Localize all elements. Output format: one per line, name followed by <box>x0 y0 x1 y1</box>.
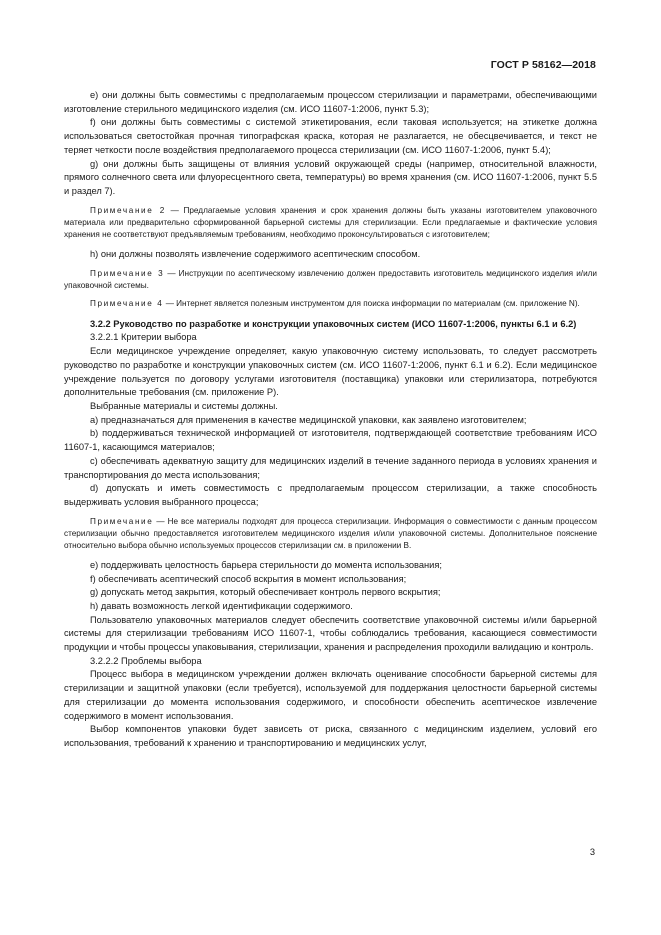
note-label: Примечание 3 <box>90 268 165 278</box>
body-paragraph: h) давать возможность легкой идентификации содержимого. <box>90 600 353 611</box>
note-text: — Интернет является полезным инструментом для поиска информации по материалам (см. приложение N). <box>163 299 580 309</box>
body-paragraph: Пользователю упаковочных материалов следует обеспечить соответствие упаковочной системы и/или барьерной системы для стерилизации требованиям ИСО 11607-1, чтобы соблюдались требования, касающиеся совместимости продукции и чтобы процессы упаковывания, стерилизации, хранения и распределения проходили валидацию и контроль. <box>64 614 597 653</box>
body-paragraph: f) обеспечивать асептический способ вскрытия в момент использования; <box>90 573 407 584</box>
note-text: — Предлагаемые условия хранения и срок хранения должны быть указаны изготовителем упаковочного материала или предварительно сформированной барьерной системы для стерилизации. Если предлагаемые и фактические условия хранения не соответствуют предъявляемым требованиям, необходимо проконсультироваться с изготовителем; <box>64 205 597 240</box>
body-paragraph: c) обеспечивать адекватную защиту для медицинских изделий в течение заданного периода в условиях хранения и транспортирования до места использования; <box>64 455 597 480</box>
note-text: — Не все материалы подходят для процесса стерилизации. Информация о совместимости с данным процессом стерилизации обычно предоставляется изготовителем медицинского изделия и/или упаковочной системы. Дополнительное пояснение относительно выбора обычно используемых процессов стерилизации см. в приложении В. <box>64 516 597 551</box>
body-paragraph: g) допускать метод закрытия, который обеспечивает контроль первого вскрытия; <box>90 587 441 598</box>
body-paragraph: f) они должны быть совместимы с системой этикетирования, если таковая используется; на этикетке должна использоваться светостойкая прочная типографская краска, которая не разлагается, не обесцвечивается, и текст не теряет четкости после воздействия предполагаемого процесса стерилизации (см. ИСО 11607-1:2006, пункт 5.4); <box>64 117 597 155</box>
page-number: 3 <box>589 847 595 857</box>
note-paragraph <box>64 516 597 553</box>
body-paragraph: Выбор компонентов упаковки будет зависеть от риска, связанного с медицинским изделием, условий его использования, требований к хранению и транспортированию и медицинских услуг, <box>64 724 597 748</box>
note-label: Примечание 4 <box>90 299 164 309</box>
section-heading: 3.2.2 Руководство по разработке и конструкции упаковочных систем (ИСО 11607-1:2006, пункты 6.1 и 6.2) <box>90 318 577 329</box>
body-paragraph: Выбранные материалы и системы должны. <box>90 400 278 411</box>
body-paragraph: 3.2.2.2 Проблемы выбора <box>90 655 202 666</box>
body-paragraph: a) предназначаться для применения в качестве медицинской упаковки, как заявлено изготовителем; <box>90 414 527 425</box>
note-paragraph <box>64 268 597 293</box>
body-paragraph: g) они должны быть защищены от влияния условий окружающей среды (например, относительной влажности, прямого солнечного света или флуоресцентного света, температуры) во время хранения (см. ИСО 11607-1:2006, пункт 5.5 и раздел 7). <box>64 158 597 196</box>
note-text: — Инструкции по асептическому извлечению должен предоставить изготовитель медицинского изделия и/или упаковочной системы. <box>64 268 598 290</box>
document-body <box>64 89 597 751</box>
note-paragraph <box>64 205 597 242</box>
body-paragraph: 3.2.2.1 Критерии выбора <box>90 332 197 343</box>
body-paragraph: Процесс выбора в медицинском учреждении должен включать оценивание способности барьерной системы для стерилизации и защитной упаковки (если требуется), используемой для поддержания целостности барьерной системы для стерилизации до момента использования содержимого, и способности обеспечить асептическое извлечение содержимого в момент использования. <box>64 669 597 721</box>
note-label: Примечание <box>90 516 154 526</box>
note-paragraph <box>64 298 597 310</box>
body-paragraph: h) они должны позволять извлечение содержимого асептическим способом. <box>90 248 421 259</box>
body-paragraph: d) допускать и иметь совместимость с предполагаемым процессом стерилизации, а также способность выдерживать условия выбранного процесса; <box>64 483 597 507</box>
body-paragraph: e) они должны быть совместимы с предполагаемым процессом стерилизации и параметрами, обеспечивающими изготовление стерильного медицинского изделия (см. ИСО 11607-1:2006, пункт 5.3); <box>64 90 597 114</box>
document-code-header: ГОСТ Р 58162—2018 <box>490 59 596 71</box>
body-paragraph: e) поддерживать целостность барьера стерильности до момента использования; <box>90 559 442 570</box>
note-label: Примечание 2 <box>90 205 166 215</box>
body-paragraph: Если медицинское учреждение определяет, какую упаковочную систему использовать, то следует рассмотреть руководство по разработке и конструкции упаковочных систем (см. ИСО 11607-1:2006, пункт 6.1 и 6.2). Если медицинское учреждение пользуется по договору услугами изготовителя (поставщика) упаковки или стерилизатора, потребуются дополнительные требования (см. приложение Р). <box>64 346 597 398</box>
spacer <box>64 311 597 318</box>
body-paragraph: b) поддерживаться технической информацией от изготовителя, подтверждающей соответствие требованиям ИСО 11607-1, касающимся материалов; <box>64 428 597 453</box>
